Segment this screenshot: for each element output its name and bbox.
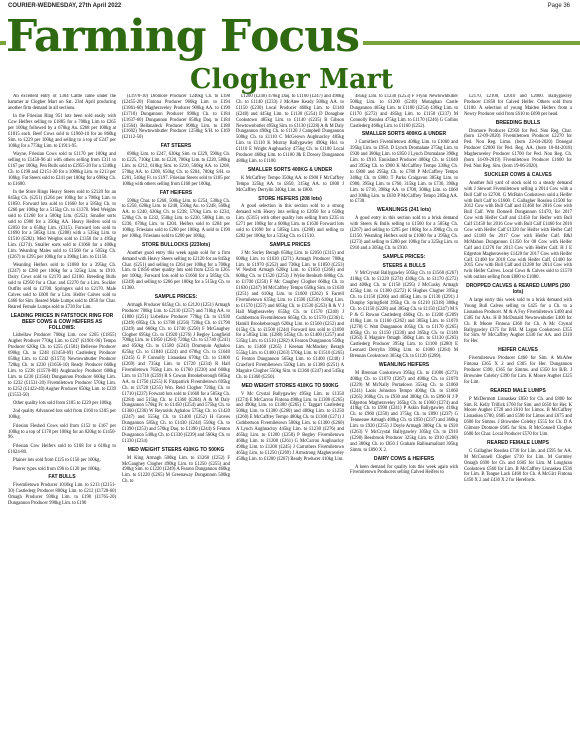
paragraph: M Brennan Cookstown 395kg Ch. to £1080 (£273) 400kg Ch. to £1070 (£267) and 400kg Ch. to £1070 (£229) M McNally Portadown 355kg Ch. to £1060 (£241) Laois Johnston Tempo 400kg Ch. to £1060 (£265) 360kg Ch. to £930 and 380kg Ch. to £890 H J P Edgerton Magheraveley 365kg Ch. to £1060 (£274) and 410kg Ch. to £990 (£241) P Askin Ballygawley 410kg Ch. to £960 (£250) and 375kg Ch. to £890 (£237) G Tennessee Armagh 400kg Ch. to £950 (£237) and 360kg Lim. to £920 (£255) J Doyle Armagh 380kg Ch. to £920 (£263) V McCrystal Ballygawley 305kg Ch. to £910 (£298) Bessbrook Producer 325kg Lim. to £910 (£280) and 380kg Ch. to £850 J Graham Ballinamallard 305kg Simm. to £890 X 2. — [350, 370, 458, 453]
subheading: REARED FEMALE LUMPS — [487, 439, 549, 446]
paragraph: J Mc Sorley Beragh 650kg Lim. to £2050 (£315) and 600kg Lim. to £1630 (£271) Armagh Producer 780kg Lim. to £1970 (£252) and 730kg Lim. to £1850 (£253) W Nesbitt Armagh 620kg Lim. to £1650 (£266) and 600kg Ch. to £1520 (£253) J Wylie Benburb 680kg Ch. to £1700 (£250) F Mc Caughey Clogher 660kg Ch. to £1630 (£247) M McCaffrey Tempo 650kg Sim. to £1630 (£251) and 610kg Lim. to £1600 (£262) S Farrell Fivemiletown 635kg Lim. to £1590 (£250) 610kg Lim. to £1570 (£257) and 605kg Ch. to £1530 (£253) R & V J Hall Magheraveley 655kg Ch. to £1570 (£240) J Cuthbertson Fivemiletown 665kg Ch. to £1570 (£236) L Hamill Brookeborough 620kg Lim. to £1560 (£252) and 615kg Ch. to £1500 (£244) Forward lots sold to £1690 for a 585kg Lim. (£288) 545kg Ch. to £1400 (£257) and 535kg Lim. to £1510 (£282) A Fearon Dungannon 550kg Lim. to £1460 (£265) J Keenan McMackey Beragh 555kg Lim. to £1460 (£263) 570kg Lim. to £1510 (£265) G Fenton Dungannon 565kg Lim. to £1400 (£248) J Crawford Fivemiletown 550kg Lim. to £1380 (£251) A Maguire Clogher 550kg Sim. to £1360 (£247) and 545kg Ch. to £1360 (£250). — [236, 250, 344, 380]
paragraph: (£1970-10) Dromore Producer 1240kg Ch. to £198 (£2455-20) Fintona Producer 960kg Lim. to £194 (£1861-60) Magheraveley Producer 900kg AA. to £190 (£1710) Dungannon Producer 890kg Ch. to £184 (£1637-60) Dungannon Producer 850kg Daq. to £184 (£1564) Bellanaleck Producer 890kg Lim. to £180 (£1602) Newtownbutler Producer 1250kg S/H. to £169 (£2112-50) — [122, 94, 230, 141]
paragraph: Armagh Producer 845kg Ch. to £2120 (£251) Armagh Producer 700kg Lim. to £2110 (£257) and 710kg AA. to £1800 (£251) Lisbellaw Producer 778kg Ch. to £1930 (£249) 695kg Ch. to £1780 (£256) 720kg Ch. to £1790 (£249) and 660kg Ch. to £1740 (£250) F McGaughey Clogher 695kg Ch. to £1920 (£276) J Begley Longfield 700kg Lim. to £1850 (£264) 720kg Ch. to £1740 (£241) and 650kg Ch. to £1580 (£243) Drumquin Aghaloo 825kg Ch. to £1840 (£224) and 670kg Ch. to £1640 (£245) G P Connolly Lisnaskea 670kg Ch. to £1800 (£269) and 735kg Lim. to £1720 (£234) R Hall Fivemiletown 765kg Lim. to £1760 (£230) and 660kg Lim. to £1710 (£259) R S Cowan Brookeborough 685kg AA. to £1750 (£255) K Fitzpatrick Fivemiletown 695kg Ch. to £1720 (£255) Wm. Reid Clogher 720kg Ch. to £1710 (£237) Forward lots sold to £1660 for a 585kg Ch. (£284) and 515kg Ch. to £1360 (£264) A & M Daly Dungannon 570kg Fr. to £1450 (£254) and 575kg Ch. to £1360 (£236) W Reynolds Aghaloo 575kg Ch. to £1420 (£247) and 555kg Ch. to £1400 (£252) H Groves Dungannon 585kg Ch. to £1430 (£244) 550kg Ch. to £1390 (£253) and 570kg Daq. to £1390 (£244) S Fenton Dungannon 540kg Ch. to £1330 (£239) and 560kg Ch. to £1330 (£234) — [122, 303, 230, 444]
subheading: SAMPLE PRICES: — [382, 253, 426, 260]
text-column — [350, 94, 458, 734]
paragraph: Poorer types sold from £96 to £120 per 100kg. — [13, 466, 101, 472]
subheading: DAIRY COWS & HEIFERS — [373, 455, 435, 462]
subheading: STORE BULLOCKS (223lots) — [141, 241, 211, 248]
paragraph: A good entry in this section sold to a brisk demand with Steers & Bulls selling to £1560 for a 585kg Ch. (£267) and selling to £295 per 100kg for a 390kg Ch. to £1150. Weanling Heifers sold to £1080 for a 395kg Ch. (£273) and selling to £280 per 100kg for a 325kg Lim. to £910 and a 305kg Ch. to £910. — [350, 216, 458, 251]
paragraph: 485kg Lim. to £1230 (£253) F Flynn Newtownbutler 500kg Lim. to £1200 (£240) Monaghan Castle Dungannon 465kg Lim. to £1180 (£254) 430kg Lim. to £1170 (£272) and 485kg Lim. to £1150 (£237) M Connolly Rosslea 475kg Lim. to £1170 (£246) G Collins Castlederg 460kg Lim. to £1160 (£252). — [350, 94, 458, 129]
paragraph: Plainer lots sold from £125 to £150 per 100kg. — [13, 458, 101, 464]
subheading: REARED MALE LUMPS — [490, 387, 546, 394]
text-column — [464, 94, 572, 734]
subheading: WEANLING HEIFERS — [378, 362, 430, 369]
paragraph: Another full yard of stock sold to a steady demand with J Stewart Fivemiletown selling a 2014 Cow with a Bull Calf to £2700. G McBain Cookstown sold a Heifer with Bull Calf to £1600. C Gallagher Rosslea £1500 for 2012 Cow with Bull Calf and £1460 for 2016 Cow with Bull Calf. Wm Donnell Dungannon £1470, for 2017 Cow with Heifer Calf and £1450 for Heifer with Bull Calf £1450 for 2016 Cow with Bull Calf £1460 for 2016 Cow with Heifer Calf £1320 for Heifer with Heifer Calf and £1180 for 2017 Cow with Heifer Calf. B&I McMahon Dungannon £1350 for 08 Cow with Heifer Calf and £1270 for 2013 Cow with Heifer Calf. H J E Edgerton Magheraveley £1420 for 2017 Cow with Heifer Calf. £1400 for 2018 Cow with Heifer Calf, £1400 for 2015 Cow with Bull Calf and £1280 for 2014 Cow with twin Heifer Calves. Local Cows & Calves sold to £1570 with outlots selling from £880 to £1080. — [464, 180, 572, 281]
paragraph: Weanling Heifers sold to £1080 for a 395kg Ch. (£247) to £280 per 100kg for a 325kg Lim. to £910. Dairy Cows sold to £2170 and £2100. Breeding Bulls sold to £2950 for a Char. and £2270 for a Lim. Suckler Outfits sold to £2700. Springers sold to £2170. Male Calves sold to £600 for a Lim. Heifer Calves sold to £460 for Sim. Reared Male Lumps sold to £850 for Char. Reared Female Lumps sold to £730 for Lim. — [8, 263, 116, 310]
paragraph: M King Armagh 500kg Lim. to £1260 (£252) F McGaughey Clogher 490kg Lim. to £1250 (£255) and 490kg Sim. to £1220 (£249) A Fearon Dungannon 460kg Lim. to £1220 (£265) M Greenaway Dungannon 500kg Ch. to — [122, 455, 230, 485]
subheading: FAT BULLS — [48, 474, 76, 481]
paragraph: Fivemiletown Producer £460 for Sim. A McAfee Fintona £365 X 2 and £305 for Her. Dungannon Producer £390, £365 for Simms. and £350 for B/B. J Brownlee Colebry £390 for Lim. K Moore Augher £325 for Lim. — [464, 356, 572, 385]
paragraph: £1200 (£240) 470kg Daq. to £1160 (£247) and 490kg Ch. to £1140 (£233) J McAtee Keady 500kg AA. to £1150 (£230) Local Producer 460kg Lim. to £1140 (£248) and 445kg Lim. to £1130 (£254) D Donaghue Cookstown 485kg Lim. to £1140 (£235) B Gibson Newtownbutler 495kg Sim. to £1130 (£228) A & M Daly Dungannon 490kg Ch. to £1120 J Campbell Dungannon 500kg Ch. to £1110 C McGeown Aughnacloy 485kg Lim. to £1110 K Murray Ballygawley 490kg Hol. to £1110 E Wright Aughnacloy 475kg Ch. to £1100 Local Producer 460kg Lim. to £1100 J& E Dowey Dungannon 480kg Lim. to £1100. — [236, 94, 344, 164]
section-masthead — [0, 12, 580, 62]
paragraph: In the Store Rings Heavy Steers sold to £2120 for an 845kg Ch. (£251) (£264 per 100kg for a 700kg Lim. to £1850. Forward lots sold to £1660 for a 585kg Ch. to £266 per 100kg for a 515kg Ch. to £1370. Med Weights sold to £1260 for a 500kg Lim. (£252). Smaller sorts sold to £900 for a 350kg AA. Heavy Heifers sold to £2050 for a 650kg Lim. (£315). Forward lots sold to £1690 for a 585kg Lim. (£288) with a 535kg Lim. to £1510 (£282). Med Weights sold to £1350 for a 495kg Lim. (£274). Smaller sorts sold to £1060 for a 400kg Lim. Weanling Males sold to £1560 for a 505kg Ch. (£267) to £295 per 100kg for a 390kg Lim. to £1150. — [8, 190, 116, 261]
paragraph: K McCaffrey Tempo 350kg AA. to £900 F McCaffrey Tempo 325kg AA. to £850, 315kg AA. to £800 J McCaffrey Derrylin 340kg Lim. to £800. — [236, 175, 344, 193]
paragraph: V McCrystal Ballygawley 505kg Ch. to £1560 (£267) 410kg Ch. to £1220 (£274) 430kg Ch. to £1170 (£272) and 400kg Ch. to £1150 (£295) J McCusky Armagh 425kg Lim. to £1300 (£272) K Hughes Clogher 395kg Ch. to £1150 (£266) and 405kg Lim. to £1130 (£291) J Dunphy Springfield 395kg Ch. to £1210 (£318) 380kg Ch. to £1150 (£228) and 385kg Ch. to £1150 (£247) M S P & G Rowan Castlederg 460kg Ch. to £1200 (£289) 410kg Lim. to £1160 (£262) and 385kg Lim. to £1070 (£278) C Watt Dungannon 405kg Ch. to £1170 (£265) 405kg Ch. to £1150 (£230) and 365kg Ch. to £1140 (£263) E Maguire Omagh 360kg Lim. to £1130 (£263) Castlederg Producer 395kg Lim. to £1100 (£280) E Leonard Derrylin 390kg Lim. to £1000 (£264) M Brennan Cookstown 365kg Ch. to £1120 (£289). — [350, 271, 458, 360]
text-column — [8, 94, 116, 734]
paragraph: Dromore Producer £2950 for Ped. Non Reg. Char. (born 12-09-2020) Fivemiletown Producer £2270 for Ped. Non Reg. Limo. (born 23-04-2020) Donegal Producer £2000 for Ped. Reg. AA. (born 10-04-2018) Magheraveley Producer £1700 for Ped. Non Reg. Ch. (born 14-09-2019) Fivemiletown Producer £1660 for Ped. Non Reg. Sim. (born 19-06-2020). — [464, 128, 572, 169]
article-body — [8, 94, 572, 734]
text-column — [236, 94, 344, 734]
subheading: SMALLER SORTS 400KG & UNDER — [361, 131, 447, 138]
subheading: MED WEIGHT STORES 410KG TO 500KG — [241, 382, 339, 389]
paragraph: Friesian Cow Heifers sold to £168 for a 610kg to £1024-80. — [8, 443, 116, 455]
subheading: WEANLINGS (241 lots) — [377, 207, 431, 214]
publication-date: COURIER-WEDNESDAY, 27th April 2022 — [8, 3, 122, 9]
subheading: STORE HEIFERS (208 lots) — [258, 195, 322, 202]
paragraph: Wayne, Friesian Cows sold to £1170 per 100kg and selling to £1450-96 all with others selling from £311 to £167 per 100kg. Pen Bulls sold to £2955-20 for a 1240kg Ch. to £198 and £2151-30 for a 1080kg Lim. to £213 per 100kg. Fat Steers sold to £241 per 100kg for a 698kg Ch. to £1680. — [8, 152, 116, 187]
focus-o-icon: o — [250, 11, 279, 62]
paragraph: Another good entry this week again sold for a firm demand with Heavy Steers selling to £2120 for an 845kg Char. (£251) and selling to £264 per 100kg for a 700kg Lim. to £1850 other quality lots sold from £235 to £265 per 100kg. Forward lots sold to £1660 for a 585kg Ch. (£249) and selling to £266 per 100kg for a 515kg Ch. to £1360. — [122, 250, 230, 292]
page-number: Page 36 — [547, 3, 570, 9]
subheading: STEERS & BULLS — [382, 262, 426, 269]
paragraph: A keen demand for quality lots this week again with Fivemiletown Producers selling Calved Heifers to — [350, 464, 458, 476]
subheading: SUCKLER COWS & CALVES — [484, 171, 552, 178]
subheading: DROPPED CALVES & REARED LUMPS (260 lots) — [466, 283, 570, 296]
paragraph: J Carruthers Fivemiletown 400kg Lim. to £1060 and 395kg Lim. to £950. D Lynch Dromalane 375kg Lim. to £930 and 380kg Lim. to £850 J Lynch Dromalane 390kg Lim. to £910. Ennisland Producer 400kg Ch. to £1040 and 395kg Ch. to £900 K McCaffrey Tempo 330kg Ch. to £800 and 295kg Ch. to £780 P McCaffrey Tempo 340kg Ch. to £800. T Parks Craigavon 385kg Lim. to £900, 395kg Lim. to £760, 315kg Lim. to £730, 390kg Lim. to £710, 398kg AA. to £700, 308kg Lim. to £660 and 300kg Lim. to £630 P McCaffrey Tempo 285kg AA. to £730. — [350, 140, 458, 205]
paragraph: V Mc Crystal Ballygawley 495kg Lim. to £1350 (£274) E McCarron Fintona 490kg Lim. to £1300 (£265) and 490kg Lim. to £1300 (£265) C Taggart Castlederg 500kg Lim. to £1300 (£260) and 480kg Lim. to £1250 (£260) E McCaffrey Tempo 480kg Ch. to £1300 (£271) J Cuthbertson Fivemiletown 500kg Lim. to £1300 (£260) A Lynch Aughnacloy 445kg Lim. to £1230 (£276) and 465kg Lim. to £1200 (£258) P Begley Fivemiletown 460kg Lim. to £1200 (£261) G McCarron Aughnacloy 490kg Lim. to £1200 (£245) J Carruthers Fivemiletown 465kg Lim. to £1250 (£269) J Armstrong Magheraveley 450kg Lim. to £1200 (£267) Ready Producer 410kg Lim. — [236, 391, 344, 462]
paragraph: In the Friesian Ring 951 lots been sold easily with Cow Heifers selling to £1885 for a 700kg Lim to £265 per 100kg followed by a 670kg Au. £268 per 100kg at £1815 each. Beef Cows sold to £1960-10 for an 860kg Sim. to £229 per 100kg and selling to a top of £247 per 100kg for a 773kg Lim. to £1911-95. — [8, 114, 116, 149]
paragraph: G Gallagher Rosslea £730 for Lim. and £595 for AA. M McConnell Clogher £710 for Lim. M Gormley Omagh £690 for Ch. and £605 for Lim. M Loughran Cookstown £560 for Lim. B McCaffrey Lisnaskea £536 for Lim. B Teague Lack £460 for Ch. A McGirr Fintona £450 X 2 and £430 X 2 for Herefords. — [464, 448, 572, 484]
text-column — [122, 94, 230, 734]
paragraph: 590kg Char. to £268, 500kg Lim. to £254, 530kg Ch. to £250, 620kg Lim. to £248, 550kg Au. to £248, 560kg AA. to £240, 630kg Ch. to £238, 570kg Lim. to £234, 520kg Ch. to £232, 550kg Lim. to £230, 580kg Lim. to £230, 670kg Lim. to £204. Heifers sold to £204 per 100kg. Friesians sold to £200 per 100kg. A sold to £190 per 100kg. Friesians sold to £200 per 100kg. — [122, 198, 230, 239]
paragraph: Other quality lots sold from £185 to £229 per 100kg. — [13, 400, 113, 406]
paragraph: 2nd quality Advanced lots sold from £160 to £185 per 100kg. — [8, 409, 116, 421]
paragraph: A large entry this week sold to a brisk demand with Young Bull Calves selling to £425 for a Ch. to a Lisnaskea Producer. M & A Foy Fivemiletown £400 and £385 for AAs. H B McDonald Newtownbutler £400 for Ch. R Moore Fintona £360 for Ch. A Mc Crystal Ballygawley £375 for B/B. M Lagan Cookstown £355 for Sim. W McCaffrey Augher £330 for AA. and £310 for Her. — [464, 298, 572, 345]
paragraph: A good selection in this section sold to a strong demand with Heavy lots selling to £2050 for a 650kg Lim. (£315) with other quality lots selling from £235 to £271 per 100kg for a 600kg Lim. to £1630 Forward lots sold to £1690 for a 585kg Lim. (£288) and selling to £282 per 100kg for a 535kg Ch. to £1510. — [236, 204, 344, 239]
subheading: FAT HEIFERS — [159, 189, 193, 196]
subheading: SAMPLE PRICES: — [154, 294, 198, 301]
paragraph: Fivemiletown Producer 1010kg Lim. to £213 (£2151-30) Castlederg Producer 800kg Lim. to £212 (£1728-60) Omagh Producer 930kg Lim. to £190 (£1765-20) Dungannon Producer 990kg Lim. to £190 — [8, 483, 116, 507]
section-title-part2: cus — [278, 11, 360, 62]
subheading: HEIFER CALVES — [498, 347, 538, 354]
paragraph: Friesian Fleshed Cows sold from £152 to £167 per 100kg to a top of £178 per 100kg for an 820kg to £1450-96. — [8, 423, 116, 441]
paragraph: Lisbellaw Producer 700kg Lim. cow £265 (£1855) Augher Producer 770kg Lim. to £247 (£1901-96) Tempo Producer 620kg Ch. to £255 (£1581) Bellevue Producer 690kg Ch. to £248 (£1450-69) Castlederg Producer 650kg Lim. to £242 (£1573) Newtownbutler Producer 720kg Ch. to £230 (£1656-10) Ready Producer 660kg Lim. to £238 (£1570-80) Aughnacloy Producer 680kg Lim. to £230 (£1564) Dungannon Producer 660kg Lim. to £232 (£1531-20) Fivemiletown Producer 570kg Lim. to £252 (£1422-40) Augher Producer 650kg Lim. to £239 (£1553-50) — [8, 333, 116, 398]
paragraph: £2170, £2100, £2010 and £2000. Ballygawley Producer £1850 for Calved Heifer. Others sold from £1180. A selection of young Maiden Heifers from a Newry Producer sold from £610 to £690 per head. — [464, 94, 572, 117]
paragraph: P McDermott Lisnaskea £850 for Ch. and £800 for Sim. R. Kelly Trillick £760 for Sim. and £650 for Her. K Moore Augher £720 and £610 for Limos. B McCaffrey Lisnaskea £700, £685 and £590 for Limos and £675 and £600 for Simms. J Brownlee Colebry £555 for Ch. D A Gilmore Dromore £605 for Sim. R McConnell Clogher £600 for Char. Local Producer £570 for Lim. — [464, 396, 572, 438]
paragraph: 690kg Lim. to £247, 630kg Sim. to £229, 590kg Ch. to £225, 710kg Lim. to £220, 700kg Lim. to £220, 580kg Lim. to £212, 610kg Sim. to £210, 560kg AA. to £208, 570kg AA. to £208, 650kg Ch. to £204, 700kg S/H. to £201, 540kg Fr. to £197. Friesian Steers sold to £185 per 100kg with others selling from £168 per 100kg. — [122, 152, 230, 187]
subheading: BREEDING BULLS — [495, 119, 541, 126]
subheading: MED WEIGHT STEERS 410KG TO 500KG — [127, 446, 225, 453]
subheading: FAT STEERS — [160, 143, 192, 150]
subheading: SMALLER SORTS 400KG & UNDER — [247, 166, 333, 173]
article-headline: Clogher Mart — [190, 64, 394, 95]
section-title — [6, 12, 363, 62]
subheading: SAMPLE PRICES — [269, 241, 311, 248]
subheading: LEADING PRICES IN FATSTOCK RING FOR BEEF COWS & COW HEIFERS AS FOLLOWS: — [10, 312, 114, 331]
paragraph: An excellent entry of 1304 Cattle came under the hammer at Clogher Mart on Sat. 23rd April producing another firm demand in all sections. — [8, 94, 116, 111]
section-title-part1: Farming F — [6, 11, 251, 62]
